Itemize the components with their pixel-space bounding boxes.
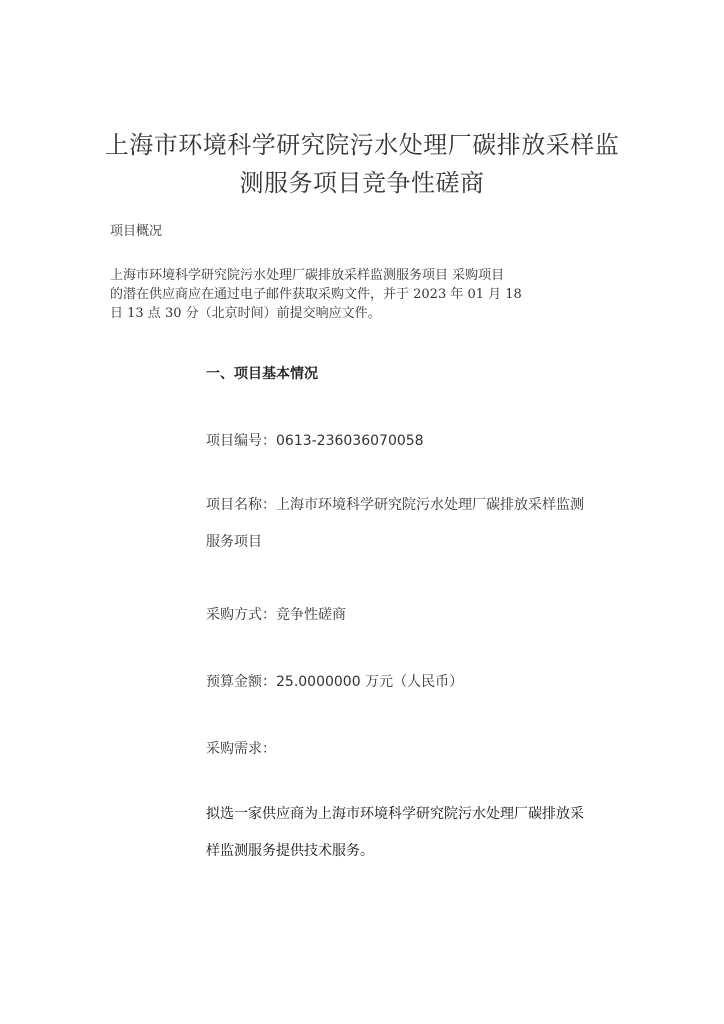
budget-field	[206, 671, 616, 691]
title-line-1: 上海市环境科学研究院污水处理厂碳排放采样监	[104, 131, 620, 159]
project-number-label: 项目编号：	[206, 433, 276, 449]
budget-value: 25.0000000 万元（人民币）	[276, 674, 464, 690]
intro-paragraph	[110, 266, 560, 323]
procurement-method-field	[206, 604, 616, 624]
intro-line-1: 上海市环境科学研究院污水处理厂碳排放采样监测服务项目 采购项目	[110, 268, 505, 283]
procurement-method-value: 竞争性磋商	[276, 607, 346, 623]
requirement-text	[206, 796, 616, 870]
project-name-label: 项目名称：	[206, 497, 276, 513]
requirement-line-2: 样监测服务提供技术服务。	[206, 843, 374, 859]
project-number-field	[206, 430, 616, 450]
title-line-2: 测服务项目竞争性磋商	[239, 169, 485, 197]
procurement-method-label: 采购方式：	[206, 607, 276, 623]
requirements-field	[206, 738, 616, 758]
requirement-line-1: 拟选一家供应商为上海市环境科学研究院污水处理厂碳排放采	[206, 806, 584, 822]
section-heading: 一、项目基本情况	[206, 366, 318, 382]
intro-line-3: 日 13 点 30 分（北京时间）前提交响应文件。	[110, 306, 381, 321]
project-name-value-line-1: 上海市环境科学研究院污水处理厂碳排放采样监测	[276, 497, 584, 513]
project-name-value-line-2: 服务项目	[206, 534, 262, 550]
overview-label: 项目概况	[110, 224, 163, 239]
project-number-value: 0613-236036070058	[276, 433, 424, 449]
requirements-label: 采购需求：	[206, 741, 276, 757]
budget-label: 预算金额：	[206, 674, 276, 690]
document-title	[100, 126, 624, 202]
intro-line-2: 的潜在供应商应在通过电子邮件获取采购文件，并于 2023 年 01 月 18	[110, 287, 522, 302]
project-name-field	[206, 487, 616, 561]
